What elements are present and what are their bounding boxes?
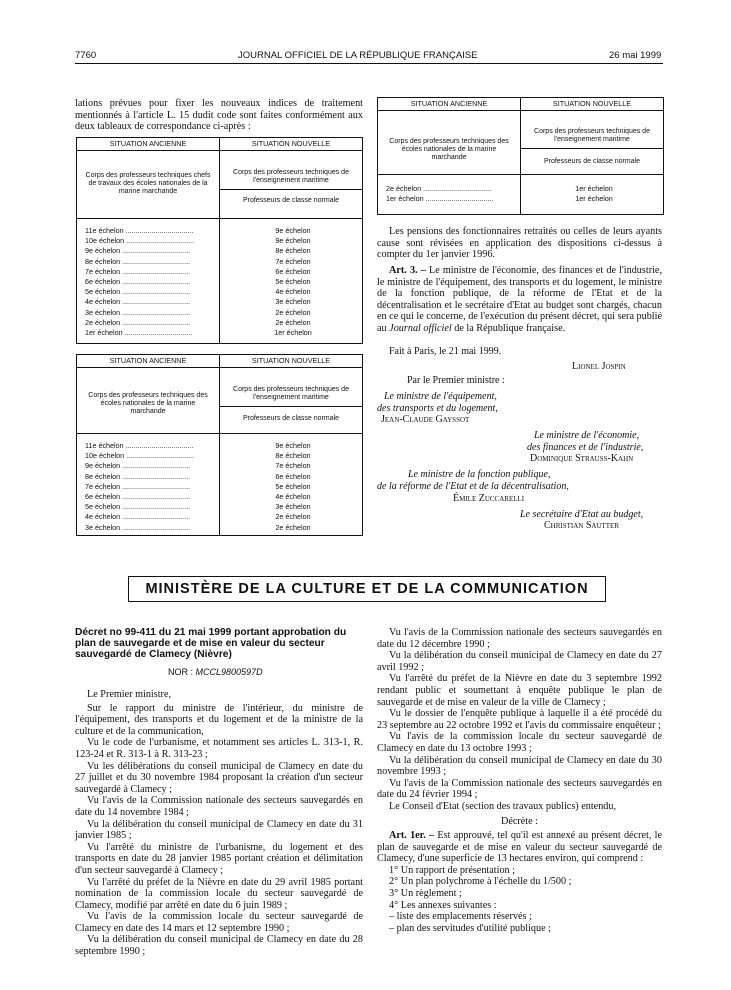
table2-head-old: SITUATION ANCIENNE: [77, 355, 219, 368]
table3-old-column: [386, 184, 493, 204]
decree-r1: Vu l'avis de la Commission nationale des secteurs sauvegardés en date du 12 décembre 1990 ;: [377, 627, 662, 650]
minister-economy-1: Le ministre de l'économie,: [534, 430, 640, 441]
decree-r4: Vu le dossier de l'enquête publique à laquelle il a été procédé du 23 septembre au 22 octobre 1992 et l'avis du commissaire enquêteur ;: [377, 708, 662, 731]
decree-p2: Sur le rapport du ministre de l'intérieur, du ministre de l'équipement, des transports et du logement et de la ministre de la culture et de la communication,: [75, 702, 363, 737]
pensions-paragraph: Les pensions des fonctionnaires retraités ou celles de leurs ayants cause sont révisées en application des dispositions ci-dessus à compter du 1er janvier 1996.: [377, 226, 662, 261]
list-item: – plan des servitudes d'utilité publique ;: [389, 922, 551, 934]
table3-new-class: Professeurs de classe normale: [543, 158, 641, 165]
decree-r2: Vu la délibération du conseil municipal de Clamecy en date du 27 avril 1992 ;: [377, 650, 662, 673]
decree-r7: Vu l'avis de la Commission nationale des secteurs sauvegardés en date du 24 février 1994 ;: [377, 777, 662, 801]
table-row-old: 2e échelon ..................................: [85, 317, 191, 327]
correspondence-table-1: [76, 137, 363, 344]
table-row-new: 5e échelon: [275, 277, 311, 287]
article-1-text: Est approuvé, tel qu'il est annexé au présent décret, le plan de sauvegarde et de mise en valeur du secteur sauvegardé de Clamecy, d'une superficie de 13 hectares environ, qui comprend :: [377, 830, 662, 865]
signature-zuccarelli: Émile Zuccarelli: [453, 493, 525, 504]
page-number: 7760: [75, 50, 97, 61]
table3-head-old: SITUATION ANCIENNE: [378, 98, 520, 111]
table-row-old: 10e échelon ..................................: [85, 451, 195, 461]
decree-p9: Vu l'avis de la commission locale du secteur sauvegardé de Clamecy en date des 14 mars et 12 septembre 1990 ;: [75, 911, 363, 934]
table-row-old: 9e échelon ..................................: [85, 461, 191, 471]
table1-head-new: SITUATION NOUVELLE: [220, 138, 362, 151]
nor-reference: [168, 667, 263, 677]
decree-right-column: [377, 627, 662, 934]
list-item: 1° Un rapport de présentation ;: [389, 864, 516, 876]
table-row-old: 2e échelon ..................................: [386, 184, 492, 193]
table-row-new: 8e échelon: [275, 451, 311, 461]
signature-strauss-kahn: Dominique Strauss-Kahn: [530, 453, 634, 464]
table-row-old: 8e échelon ..................................: [85, 471, 191, 481]
table3-old-corps: Corps des professeurs techniques des écoles nationales de la marine marchande: [389, 138, 509, 161]
table-row-new: 9e échelon: [275, 236, 311, 246]
table-row-new: 2e échelon: [275, 307, 311, 317]
table3-new-column: [554, 184, 634, 204]
table-row-new: 9e échelon: [275, 441, 311, 450]
table-row-new: 3e échelon: [275, 502, 311, 512]
decree-p4: Vu les délibérations du conseil municipal de Clamecy en date du 27 juillet et du 30 novembre 1984 proposant la création d'un secteur sauvegardé à Clamecy ;: [75, 760, 363, 795]
minister-civil-service-1: Le ministre de la fonction publique,: [408, 469, 551, 480]
decree-left-column: [75, 689, 363, 958]
table2-divider: [220, 406, 362, 407]
nor-value: MCCL9800597D: [195, 667, 263, 677]
decree-r3: Vu l'arrêté du préfet de la Nièvre en date du 3 septembre 1992 rendant public et soumettant à enquête publique le plan de sauvegarde et de mise en valeur de la ville de Clamecy ;: [377, 673, 662, 708]
decree-r6: Vu la délibération du conseil municipal de Clamecy en date du 30 novembre 1993 ;: [377, 754, 662, 778]
table1-new-class: Professeurs de classe normale: [242, 197, 340, 204]
table-row-old: 1er échelon ..................................: [85, 328, 193, 338]
table1-old-column: [85, 226, 194, 338]
table-row-new: 2e échelon: [275, 317, 311, 327]
table-row-old: 3e échelon ..................................: [85, 307, 191, 317]
table3-head-new: SITUATION NOUVELLE: [521, 98, 663, 111]
table-row-new: 1er échelon: [575, 184, 613, 193]
article-3-end: de la République française.: [454, 322, 566, 334]
table-row-new: 1er échelon: [575, 194, 613, 204]
table1-divider: [220, 189, 362, 190]
decree-title: Décret no 99-411 du 21 mai 1999 portant approbation du plan de sauvegarde et de mise en valeur du secteur sauvegardé de Clamecy (Nièvre): [75, 627, 347, 661]
article-1-label: Art. 1er. –: [389, 830, 435, 842]
table-row-new: 7e échelon: [275, 256, 311, 266]
article-3-text: Le ministre de l'économie, des finances et de l'industrie, le ministre de l'équipement, des transports et du logement, le ministre de la fonction publique, de la réforme de l'Etat et de la décentralisation et le secrétaire d'Etat au budget sont chargés, chacun en ce qui le concerne, de l'exécution du présent décret, qui sera publié au: [377, 265, 662, 334]
journal-title: JOURNAL OFFICIEL DE LA RÉPUBLIQUE FRANÇAISE: [238, 50, 478, 61]
table-row-new: 2e échelon: [275, 512, 311, 522]
table-row-old: 11e échelon ..................................: [85, 441, 194, 450]
intro-paragraph: lations prévues pour fixer les nouveaux indices de traitement mentionnés à l'article L. 15 dudit code sont faites conformément aux deux tableaux de correspondance ci-après :: [75, 98, 363, 133]
table-row-old: 5e échelon ..................................: [85, 287, 191, 297]
signature-premier-ministre: Lionel Jospin: [572, 361, 626, 372]
correspondence-table-2: [76, 354, 363, 536]
table1-body-rule: [77, 218, 362, 219]
decree-p5: Vu l'avis de la Commission nationale des secteurs sauvegardés en date du 14 novembre 1984 ;: [75, 795, 363, 818]
table-row-old: 4e échelon ..................................: [85, 297, 191, 307]
table2-new-column: [253, 441, 333, 533]
table-row-old: 6e échelon ..................................: [85, 277, 191, 287]
decree-p10: Vu la délibération du conseil municipal de Clamecy en date du 28 septembre 1990 ;: [75, 934, 363, 958]
table-row-new: 6e échelon: [275, 471, 311, 481]
table2-new-class: Professeurs de classe normale: [242, 415, 340, 422]
article-3-label: Art. 3. –: [389, 265, 426, 276]
minister-economy-2: des finances et de l'industrie,: [527, 442, 644, 453]
issue-date: 26 mai 1999: [609, 50, 662, 61]
table3-divider: [521, 148, 663, 149]
table-row-old: 5e échelon ..................................: [85, 502, 191, 512]
article-3-journal: Journal officiel: [389, 322, 452, 334]
minister-equipment-2: des transports et du logement,: [377, 403, 498, 414]
list-item: 3° Un règlement ;: [389, 888, 462, 900]
minister-equipment-1: Le ministre de l'équipement,: [384, 391, 497, 402]
list-item: 2° Un plan polychrome à l'échelle du 1/500 ;: [389, 876, 572, 888]
table1-head-old: SITUATION ANCIENNE: [77, 138, 219, 151]
table-row-new: 4e échelon: [275, 492, 311, 502]
table1-old-corps: Corps des professeurs techniques chefs de travaux des écoles nationales de la marine marchande: [85, 172, 211, 195]
table-row-old: 8e échelon ..................................: [85, 256, 191, 266]
list-item: 4° Les annexes suivantes :: [389, 899, 497, 911]
table-row-old: 3e échelon ..................................: [85, 522, 191, 532]
table-row-old: 7e échelon ..................................: [85, 266, 191, 276]
table2-head-new: SITUATION NOUVELLE: [220, 355, 362, 368]
decree-p1: Le Premier ministre,: [87, 689, 172, 700]
secretary-budget: Le secrétaire d'Etat au budget,: [520, 509, 644, 520]
table-row-old: 7e échelon ..................................: [85, 481, 191, 491]
table-row-new: 1er échelon: [274, 328, 312, 338]
table2-body-rule: [77, 433, 362, 434]
table-row-old: 1er échelon ..................................: [386, 194, 494, 204]
decree-p7: Vu l'arrêté du ministre de l'urbanisme, du logement et des transports en date du 28 janvier 1985 portant création et délimitation d'un secteur sauvegardé à Clamecy ;: [75, 841, 363, 876]
header-rule: [75, 63, 663, 64]
table-row-new: 9e échelon: [275, 226, 311, 235]
table-row-old: 9e échelon ..................................: [85, 246, 191, 256]
table-row-old: 11e échelon ..................................: [85, 226, 194, 235]
minister-civil-service-2: de la réforme de l'Etat et de la décentralisation,: [377, 481, 569, 492]
table-row-new: 7e échelon: [275, 461, 311, 471]
list-item: – liste des emplacements réservés ;: [389, 911, 532, 923]
correspondence-table-3: [377, 97, 664, 215]
nor-label: NOR :: [168, 667, 194, 677]
table-row-new: 5e échelon: [275, 481, 311, 491]
ministry-banner: MINISTÈRE DE LA CULTURE ET DE LA COMMUNICATION: [128, 576, 606, 602]
table-row-old: 4e échelon ..................................: [85, 512, 191, 522]
decree-p6: Vu la délibération du conseil municipal de Clamecy en date du 31 janvier 1985 ;: [75, 818, 363, 842]
decree-r8: Le Conseil d'Etat (section des travaux publics) entendu,: [389, 800, 617, 812]
decree-p3: Vu le code de l'urbanisme, et notamment ses articles L. 313-1, R. 123-24 et R. 313-1 à R. 313-23 ;: [75, 737, 363, 760]
signature-sautter: Christian Sautter: [544, 520, 620, 531]
article-1: [377, 830, 662, 865]
table-row-new: 2e échelon: [275, 522, 311, 532]
article-3: [377, 265, 662, 335]
table3-body-rule: [378, 174, 663, 175]
par-le-premier-ministre: Par le Premier ministre :: [407, 375, 505, 386]
decree-p8: Vu l'arrêté du préfet de la Nièvre en date du 29 avril 1985 portant nomination de la commission locale du secteur sauvegardé de Clamecy, modifié par arrêté en date du 6 juin 1989 ;: [75, 876, 363, 911]
table1-new-column: [253, 226, 333, 338]
table-row-new: 3e échelon: [275, 297, 311, 307]
decrete: Décrète :: [500, 815, 539, 827]
table2-old-column: [85, 441, 194, 533]
table-row-old: 10e échelon ..................................: [85, 236, 195, 246]
decree-r5: Vu l'avis de la commission locale du secteur sauvegardé de Clamecy en date du 13 octobre 1993 ;: [377, 731, 662, 754]
table-row-new: 6e échelon: [275, 266, 311, 276]
table2-new-corps: Corps des professeurs techniques de l'enseignement maritime: [233, 386, 349, 401]
table-row-old: 6e échelon ..................................: [85, 492, 191, 502]
fait-a-paris: Fait à Paris, le 21 mai 1999.: [389, 346, 502, 357]
table-row-new: 4e échelon: [275, 287, 311, 297]
table1-new-corps: Corps des professeurs techniques de l'enseignement maritime: [233, 169, 349, 184]
table-row-new: 8e échelon: [275, 246, 311, 256]
signature-gayssot: Jean-Claude Gayssot: [381, 414, 470, 425]
table2-old-corps: Corps des professeurs techniques des écoles nationales de la marine marchande: [88, 392, 208, 415]
table3-new-corps: Corps des professeurs techniques de l'enseignement maritime: [534, 128, 650, 143]
